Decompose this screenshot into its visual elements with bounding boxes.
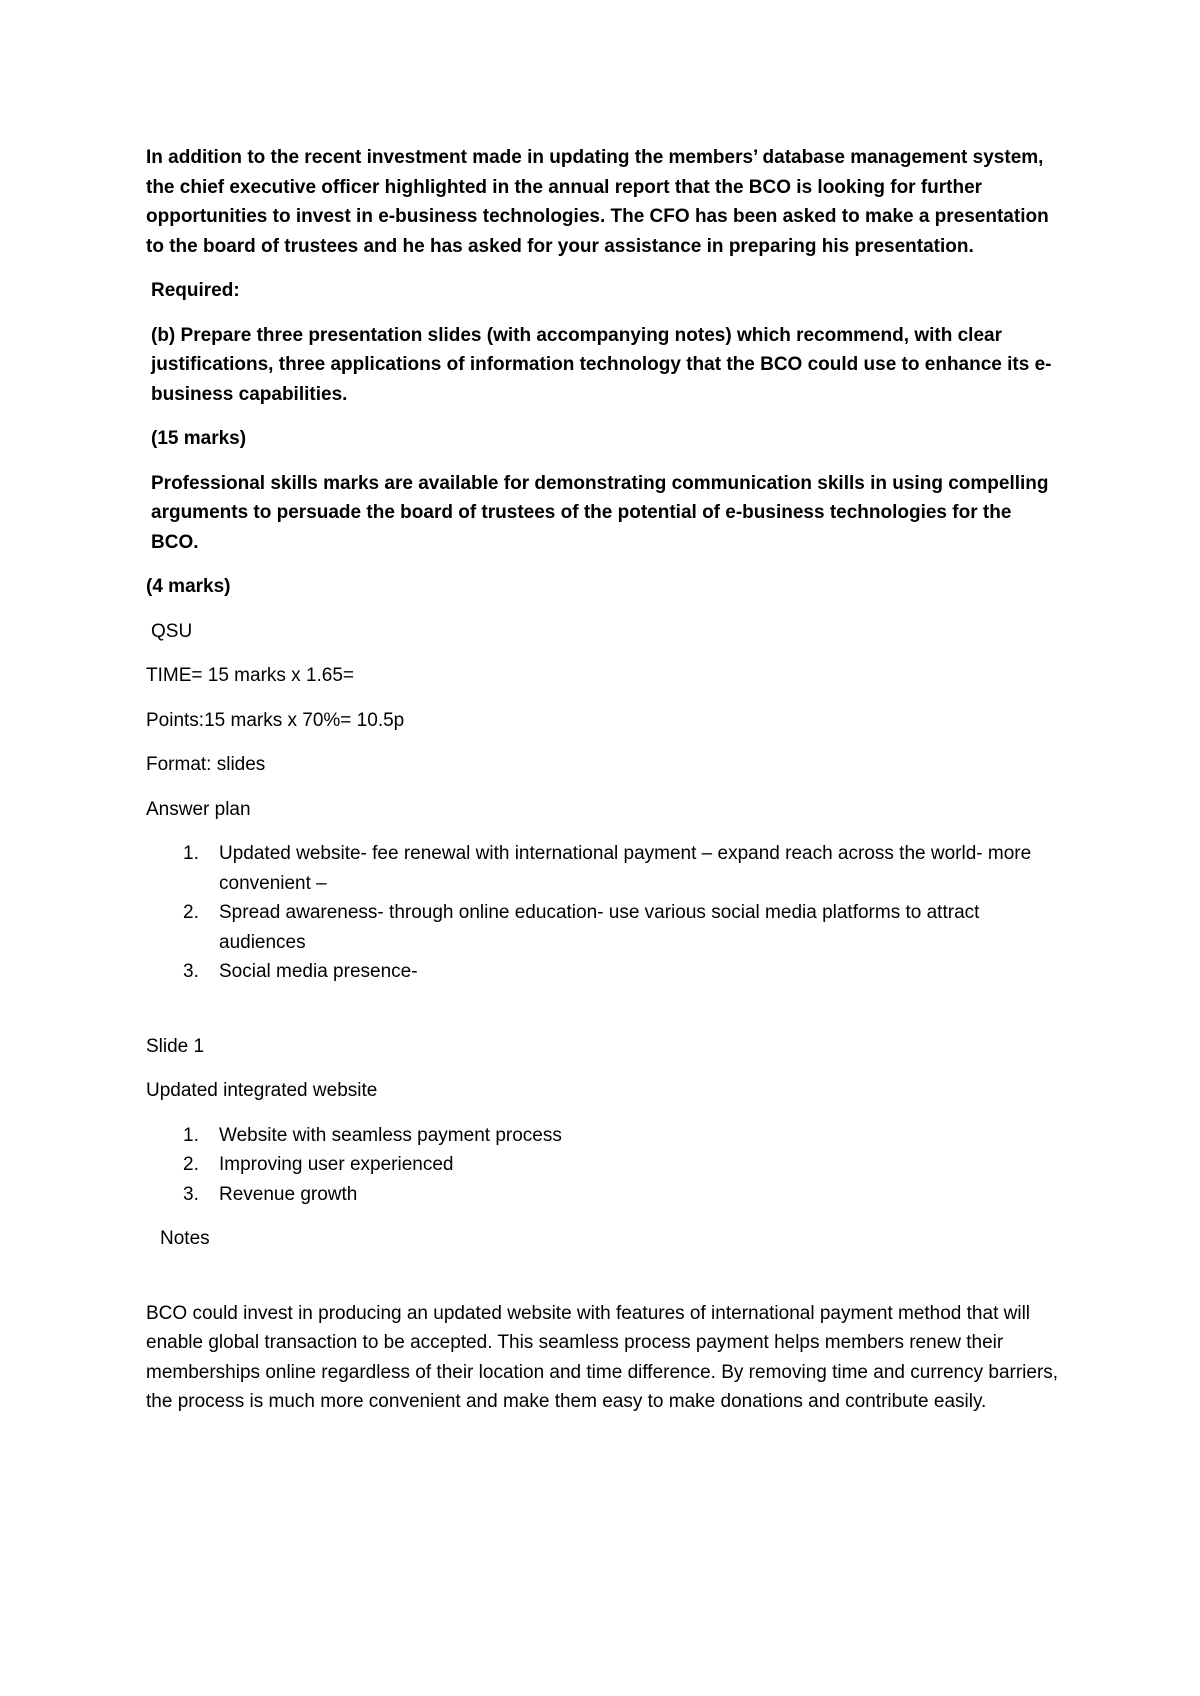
blank-line (146, 1002, 1061, 1032)
professional-marks: (4 marks) (146, 576, 231, 597)
list-item (146, 839, 1061, 898)
list-text: Spread awareness- through online education- use various social media platforms to attract audiences (219, 902, 980, 953)
slide-1-points-list (146, 1121, 1061, 1210)
part-b-marks: (15 marks) (151, 428, 247, 449)
list-number: 3. (183, 1183, 199, 1205)
slide-1-title: Updated integrated website (146, 1080, 378, 1101)
list-item (146, 1150, 1061, 1180)
qsu-label: QSU (151, 620, 193, 642)
time-calculation: TIME= 15 marks x 1.65= (146, 665, 355, 686)
list-number: 3. (183, 961, 199, 982)
list-text: Social media presence- (219, 961, 418, 982)
answer-plan-list (146, 839, 1061, 987)
list-number: 1. (183, 843, 199, 864)
required-label: Required: (151, 280, 240, 301)
list-number: 1. (183, 1124, 199, 1146)
list-text: Improving user experienced (219, 1154, 454, 1175)
list-text: Updated website- fee renewal with international payment – expand reach across the world- more convenient – (219, 843, 1032, 894)
list-item (146, 898, 1061, 957)
list-text: Revenue growth (219, 1183, 358, 1205)
notes-text: BCO could invest in producing an updated website with features of international payment method that will enable global transaction to be accepted. This seamless process payment helps members renew their memberships online regardless of their location and time difference. By removing time and currency barriers, the process is much more convenient and make them easy to make donations and contribute easily. (146, 1302, 1059, 1412)
answer-plan-label: Answer plan (146, 798, 251, 820)
slide-1-label: Slide 1 (146, 1035, 205, 1057)
points-calculation: Points:15 marks x 70%= 10.5p (146, 709, 405, 731)
document-body (146, 143, 1061, 1432)
list-item (146, 957, 1061, 987)
list-item (146, 1180, 1061, 1210)
notes-label: Notes (160, 1228, 210, 1249)
professional-skills-text: Professional skills marks are available for demonstrating communication skills in using compelling arguments to persuade the board of trustees of the potential of e-business technologies for the BCO. (151, 472, 1049, 553)
list-text: Website with seamless payment process (219, 1124, 562, 1146)
question-part-b: (b) Prepare three presentation slides (with accompanying notes) which recommend, with clear justifications, three applications of information technology that the BCO could use to enhance its e-business capabilities. (151, 324, 1052, 405)
list-number: 2. (183, 902, 199, 923)
question-intro: In addition to the recent investment made in updating the members’ database management system, the chief executive officer highlighted in the annual report that the BCO is looking for further opportunities to invest in e-business technologies. The CFO has been asked to make a presentation to the board of trustees and he has asked for your assistance in preparing his presentation. (146, 147, 1049, 257)
blank-line (146, 1269, 1061, 1299)
list-item (146, 1121, 1061, 1151)
list-number: 2. (183, 1154, 199, 1175)
format-line: Format: slides (146, 754, 266, 775)
